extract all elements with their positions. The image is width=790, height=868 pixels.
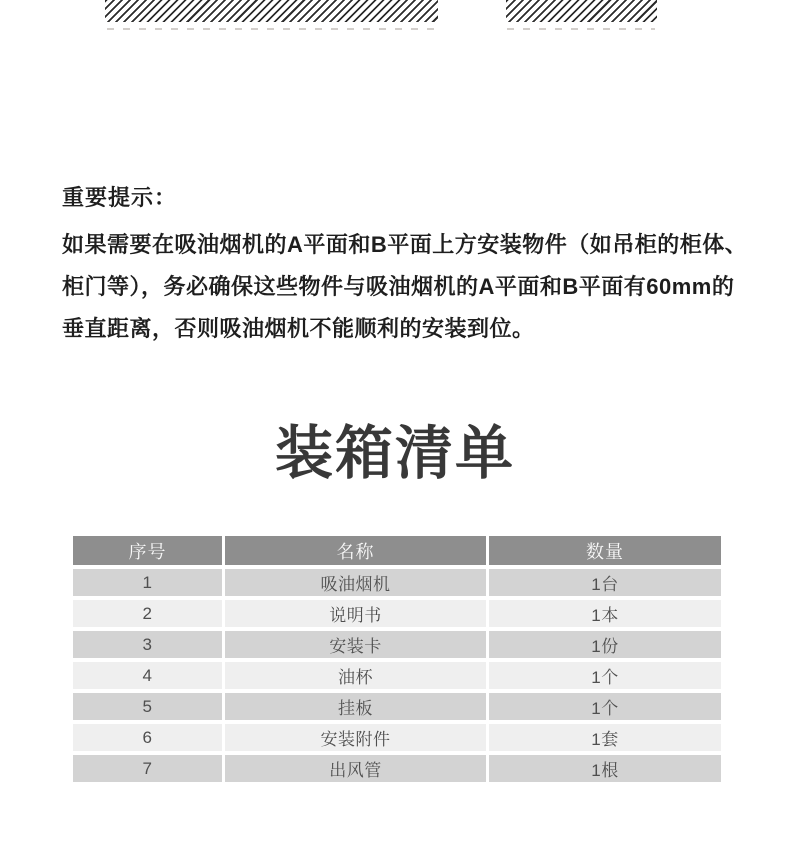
cell-no: 2 <box>73 600 222 627</box>
notice-heading: 重要提示： <box>62 185 178 210</box>
packing-list-table <box>73 536 721 786</box>
header-cell-no: 序号 <box>73 536 222 565</box>
table-row <box>73 693 721 720</box>
header-cell-qty: 数量 <box>489 536 721 565</box>
hatch-bar-shadow-right <box>507 28 655 30</box>
notice-line-2: 柜门等），务必确保这些物件与吸油烟机的A平面和B平面有60mm的 <box>62 274 735 299</box>
table-row <box>73 631 721 658</box>
cell-qty: 1台 <box>489 569 721 596</box>
cell-no: 6 <box>73 724 222 751</box>
hatch-pattern-bar-left <box>105 0 438 22</box>
cell-name: 安装卡 <box>225 631 486 658</box>
cell-qty: 1个 <box>489 662 721 689</box>
table-row <box>73 600 721 627</box>
cell-qty: 1份 <box>489 631 721 658</box>
cell-no: 4 <box>73 662 222 689</box>
table-row <box>73 662 721 689</box>
page-title: 装箱清单 <box>274 421 515 486</box>
header-cell-name: 名称 <box>225 536 486 565</box>
table-header-row <box>73 536 721 565</box>
important-notice <box>62 184 748 350</box>
cell-name: 说明书 <box>225 600 486 627</box>
cell-name: 吸油烟机 <box>225 569 486 596</box>
hatch-bar-shadow-left <box>107 28 437 30</box>
cell-qty: 1个 <box>489 693 721 720</box>
table-row <box>73 755 721 782</box>
hatch-pattern-bar-right <box>506 0 657 22</box>
cell-qty: 1套 <box>489 724 721 751</box>
cell-qty: 1本 <box>489 600 721 627</box>
cell-name: 油杯 <box>225 662 486 689</box>
table-row <box>73 724 721 751</box>
table-row <box>73 569 721 596</box>
cell-no: 7 <box>73 755 222 782</box>
notice-line-1: 如果需要在吸油烟机的A平面和B平面上方安装物件（如吊柜的柜体、 <box>62 232 748 257</box>
cell-name: 挂板 <box>225 693 486 720</box>
notice-line-3: 垂直距离，否则吸油烟机不能顺利的安装到位。 <box>62 316 535 341</box>
cell-name: 出风管 <box>225 755 486 782</box>
cell-no: 5 <box>73 693 222 720</box>
cell-no: 3 <box>73 631 222 658</box>
cell-qty: 1根 <box>489 755 721 782</box>
cell-no: 1 <box>73 569 222 596</box>
cell-name: 安装附件 <box>225 724 486 751</box>
